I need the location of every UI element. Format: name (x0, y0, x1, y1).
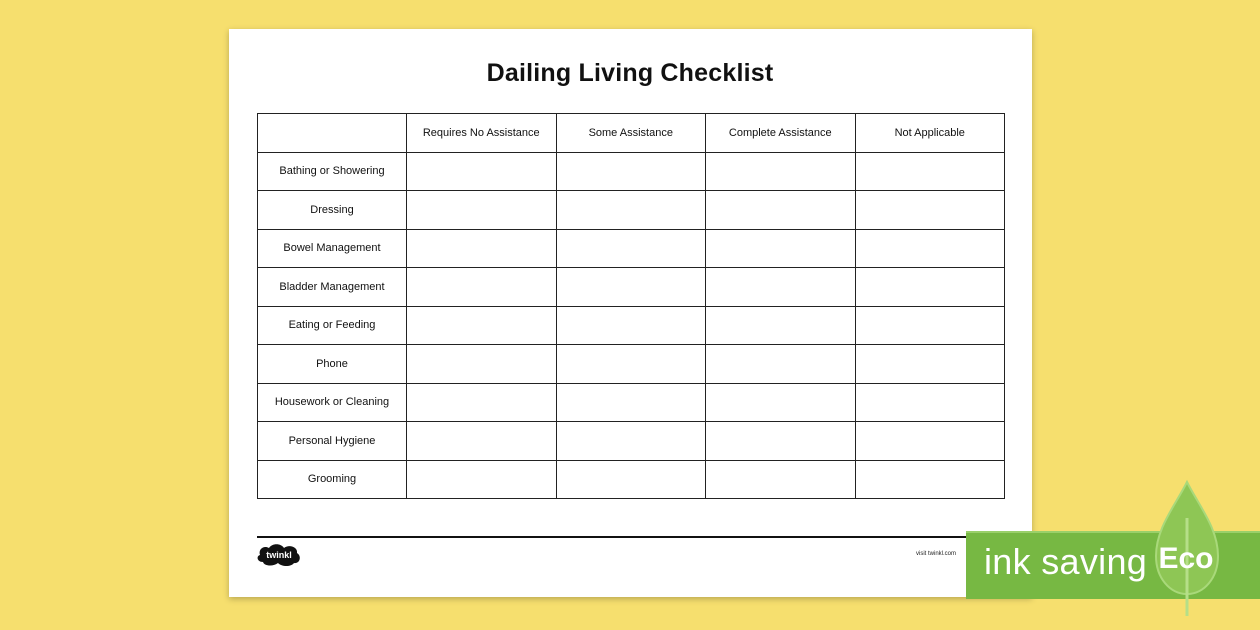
checkbox-cell (556, 345, 706, 384)
checkbox-cell (407, 191, 557, 230)
checkbox-cell (706, 306, 856, 345)
checklist-table (257, 113, 1005, 499)
checkbox-cell (407, 422, 557, 461)
row-label: Bowel Management (258, 229, 407, 268)
checkbox-cell (855, 422, 1005, 461)
checkbox-cell (407, 345, 557, 384)
header-row (258, 114, 1005, 153)
checkbox-cell (407, 152, 557, 191)
checkbox-cell (407, 383, 557, 422)
checkbox-cell (407, 268, 557, 307)
table-row (258, 460, 1005, 499)
checkbox-cell (855, 460, 1005, 499)
header-cell-blank (258, 114, 407, 153)
header-cell-no-assistance: Requires No Assistance (407, 114, 557, 153)
row-label: Eating or Feeding (258, 306, 407, 345)
eco-label: Eco (1158, 542, 1214, 575)
checkbox-cell (556, 229, 706, 268)
checkbox-cell (556, 152, 706, 191)
checkbox-cell (556, 422, 706, 461)
checkbox-cell (855, 152, 1005, 191)
checkbox-cell (407, 306, 557, 345)
checkbox-cell (855, 229, 1005, 268)
row-label: Bathing or Showering (258, 152, 407, 191)
row-label: Personal Hygiene (258, 422, 407, 461)
footer-divider (257, 536, 1005, 538)
row-label: Phone (258, 345, 407, 384)
checkbox-cell (706, 229, 856, 268)
footer-url: visit twinkl.com (916, 551, 957, 557)
checkbox-cell (706, 268, 856, 307)
checkbox-cell (855, 383, 1005, 422)
checkbox-cell (855, 345, 1005, 384)
checkbox-cell (556, 383, 706, 422)
checkbox-cell (407, 460, 557, 499)
checkbox-cell (706, 152, 856, 191)
checkbox-cell (706, 383, 856, 422)
checkbox-cell (556, 460, 706, 499)
logo-wordmark: twinkl (266, 550, 292, 560)
table-row (258, 345, 1005, 384)
row-label: Dressing (258, 191, 407, 230)
table-row (258, 422, 1005, 461)
checkbox-cell (407, 229, 557, 268)
row-label: Bladder Management (258, 268, 407, 307)
checkbox-cell (706, 460, 856, 499)
header-cell-not-applicable: Not Applicable (855, 114, 1005, 153)
table-row (258, 191, 1005, 230)
table-row (258, 229, 1005, 268)
twinkl-logo (256, 543, 302, 567)
ink-saving-text: ink saving (984, 541, 1148, 582)
checkbox-cell (706, 422, 856, 461)
checkbox-cell (706, 345, 856, 384)
row-label: Housework or Cleaning (258, 383, 407, 422)
page-title: Dailing Living Checklist (486, 59, 774, 87)
checkbox-cell (855, 306, 1005, 345)
header-cell-complete-assistance: Complete Assistance (706, 114, 856, 153)
checkbox-cell (855, 268, 1005, 307)
header-cell-some-assistance: Some Assistance (556, 114, 706, 153)
checkbox-cell (706, 191, 856, 230)
table-row (258, 152, 1005, 191)
table-row (258, 306, 1005, 345)
checkbox-cell (556, 191, 706, 230)
table-row (258, 268, 1005, 307)
table-row (258, 383, 1005, 422)
row-label: Grooming (258, 460, 407, 499)
checkbox-cell (855, 191, 1005, 230)
checkbox-cell (556, 306, 706, 345)
checkbox-cell (556, 268, 706, 307)
